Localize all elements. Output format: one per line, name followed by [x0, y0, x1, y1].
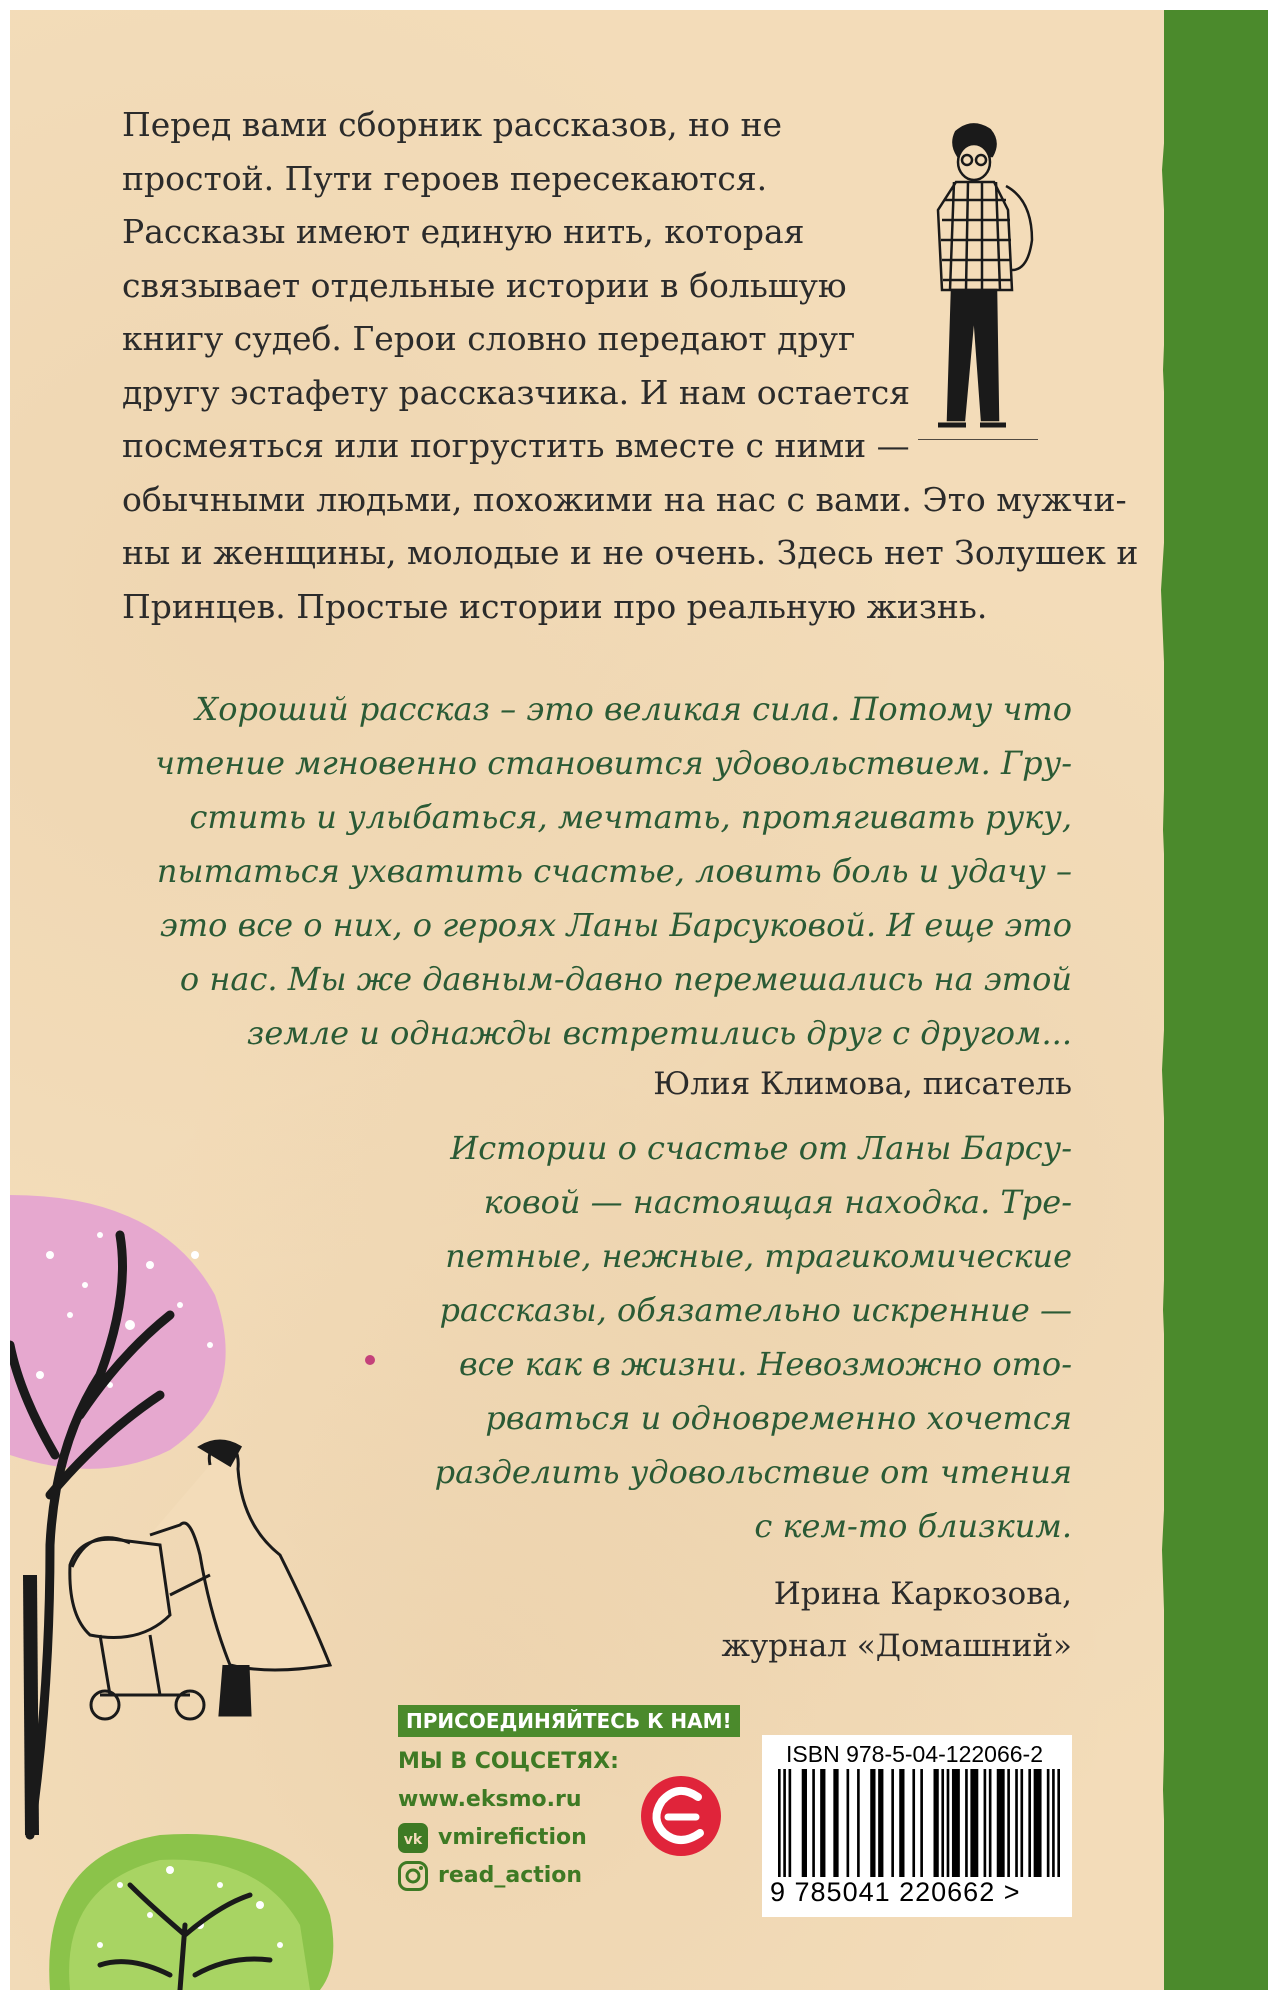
barcode-bar [970, 1769, 978, 1877]
barcode [778, 1769, 1060, 1877]
quote-line: о нас. Мы же давным-давно перемешались на этой [179, 960, 1072, 998]
quote-line: ковой — настоящая находка. Тре- [483, 1183, 1072, 1221]
blurb-line: другу эстафету рассказчика. И нам остается [122, 372, 911, 412]
barcode-bar [941, 1769, 944, 1877]
quote-line: пытаться ухватить счастье, ловить боль и удачу – [156, 852, 1072, 890]
tree-and-stroller-illustration [10, 1195, 390, 1990]
quote-line: это все о них, о героях Ланы Барсуковой. И еще это [159, 906, 1072, 944]
quote-line: разделить удовольствие от чтения [434, 1453, 1072, 1491]
barcode-bar [899, 1769, 904, 1877]
quote-line: все как в жизни. Невозможно ото- [459, 1345, 1072, 1383]
barcode-bar [1015, 1769, 1018, 1877]
barcode-bar [965, 1769, 968, 1877]
blurb-line: Перед вами сборник рассказов, но не [122, 105, 782, 144]
blurb-line: простой. Пути героев пересекаются. [122, 158, 768, 198]
review-quote-klimova [155, 682, 1072, 1060]
vk-icon [398, 1823, 428, 1853]
isbn-barcode-block [762, 1735, 1072, 1917]
blurb-line: Принцев. Простые истории про реальную жизнь. [122, 586, 988, 626]
svg-text:vk: vk [403, 1832, 423, 1848]
blurb-line: обычными людьми, похожими на нас с вами. Это мужчи- [122, 479, 1127, 519]
site-link[interactable]: www.eksmo.ru [398, 1787, 582, 1812]
blurb-line: Рассказы имеют единую нить, которая [122, 212, 805, 251]
barcode-bar [920, 1769, 923, 1877]
barcode-bar [1020, 1769, 1023, 1877]
blurb-line: посмеяться или погрустить вместе с ними — [122, 426, 910, 465]
barcode-bar [912, 1769, 915, 1877]
barcode-bar [984, 1769, 987, 1877]
barcode-bar [891, 1769, 894, 1877]
book-description [122, 98, 1139, 633]
barcode-bar [1028, 1769, 1031, 1877]
barcode-bar [1052, 1769, 1055, 1877]
barcode-bar [1057, 1769, 1060, 1877]
quote-line: чтение мгновенно становится удовольствием. Гру- [155, 744, 1072, 782]
instagram-icon [398, 1861, 428, 1891]
barcode-bar [878, 1769, 883, 1877]
blurb-line: связывает отдельные истории в большую [122, 265, 847, 305]
quote-line: петные, нежные, трагикомические [445, 1237, 1072, 1275]
quote-line: Хороший рассказ – это великая сила. Потому что [195, 690, 1072, 728]
barcode-bar [789, 1769, 792, 1877]
barcode-bar [833, 1769, 838, 1877]
vk-handle: vmirefiction [438, 1825, 587, 1850]
quote-author-klimova: Юлия Климова, писатель [653, 1066, 1072, 1102]
quote-author-karkozova: Ирина Каркозова, журнал «Домашний» [721, 1576, 1072, 1664]
barcode-bar [802, 1769, 807, 1877]
barcode-bar [1007, 1769, 1010, 1877]
barcode-bar [934, 1769, 939, 1877]
quote-line: стить и улыбаться, мечтать, протягивать руку, [189, 798, 1072, 836]
barcode-bar [952, 1769, 960, 1877]
instagram-link[interactable] [398, 1857, 748, 1895]
barcode-bar [778, 1769, 781, 1877]
quote-line: Истории о счастье от Ланы Барсу- [450, 1129, 1072, 1167]
quote-line: с кем-то близким. [754, 1507, 1072, 1545]
barcode-digits: 9 785041 220662 > [770, 1877, 1021, 1907]
barcode-bar [820, 1769, 825, 1877]
join-us-banner: ПРИСОЕДИНЯЙТЕСЬ К НАМ! [398, 1705, 740, 1737]
barcode-bar [1047, 1769, 1050, 1877]
barcode-bar [997, 1769, 1005, 1877]
barcode-bar [812, 1769, 815, 1877]
barcode-bar [870, 1769, 875, 1877]
blurb-line: ны и женщины, молодые и не очень. Здесь нет Золушек и [122, 533, 1139, 572]
review-quote-karkozova [435, 1121, 1072, 1553]
green-spine-strip [1164, 10, 1268, 1990]
quote-line: рассказы, обязательно искренние — [439, 1291, 1072, 1329]
barcode-bar [783, 1769, 786, 1877]
quote-line: рваться и одновременно хочется [485, 1399, 1072, 1437]
barcode-bar [947, 1769, 950, 1877]
barcode-bar [847, 1769, 850, 1877]
isbn-label: ISBN 978-5-04-122066-2 [786, 1741, 1043, 1767]
quote-line: земле и однажды встретились друг с другом... [246, 1014, 1072, 1052]
barcode-bar [857, 1769, 860, 1877]
barcode-bar [989, 1769, 992, 1877]
instagram-handle: read_action [438, 1863, 583, 1888]
eksmo-logo [640, 1775, 722, 1857]
social-title: МЫ В СОЦСЕТЯХ: [398, 1749, 619, 1774]
blurb-line: книгу судеб. Герои словно передают друг [122, 319, 856, 358]
barcode-bar [1034, 1769, 1042, 1877]
